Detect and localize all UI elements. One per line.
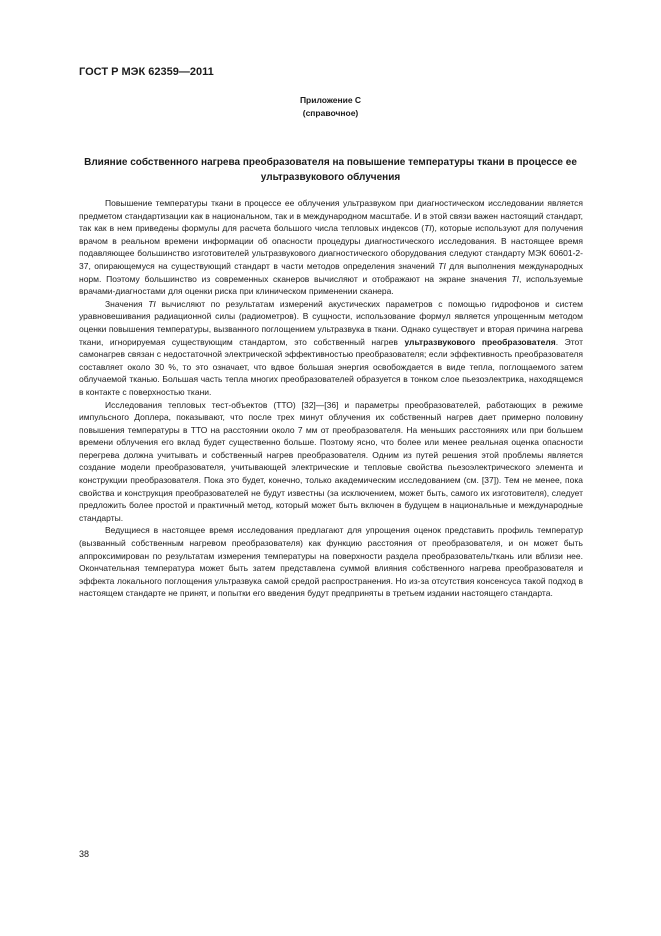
section-title: Влияние собственного нагрева преобразователя на повышение температуры ткани в процессе ее ультразвукового облучения: [84, 157, 577, 183]
text-run: Исследования тепловых тест-объектов (ТТО) [32]—[36] и параметры преобразователей, работающих в режиме импульсного Доплера, показывают, что после трех минут облучения их собственный нагрев дает примерно половину повышения температуры в ТТО на расстоянии около 7 мм от преобразователя. На меньших расстояниях или при большем времени облучения его вклад будет существенно больше. Поэтому ясно, что более или менее реальная оценка опасности перегрева должна учитывать и собственный нагрев преобразователя. Одним из путей решения этой проблемы является создание модели преобразователя, учитывающей электрические и тепловые свойства пьезоэлектрического элемента и конструкции преобразователя. Пока это будет, конечно, только академическим исследованием (см. [37]). Тем не менее, пока свойства и конструкция преобразователей не будут известны (за исключением, может быть, самого их изготовителя), следует предложить более простой и практичный метод, который может быть включен в будущем в национальные и международные стандарты.: [79, 399, 583, 523]
text-run-italic: TI: [148, 298, 156, 309]
text-run: Ведущиеся в настоящее время исследования предлагают для упрощения оценок представить профиль температур (вызванный собственным нагревом преобразователя) как функцию расстояния от преобразователя, и он может быть аппроксимирован по результатам измерения температуры на поверхности раздела преобразователь/ткань или вблизи нее. Окончательная температура может быть затем представлена суммой влияния собственного нагрева преобразователя и эффекта локального поглощения ультразвука самой средой распространения. Но из-за отсутствия консенсуса такой подход в настоящем стандарте не принят, и попытки его введения будут предприняты в третьем издании настоящего стандарта.: [79, 525, 583, 599]
text-run-italic: TI: [438, 260, 446, 271]
page-number: 38: [79, 849, 90, 859]
text-run-italic: TI: [424, 223, 432, 234]
annex-heading: [0, 94, 661, 120]
annex-type: (справочное): [302, 108, 359, 118]
text-run-bold: ультразвукового преобразователя: [404, 336, 556, 347]
text-run: для выполнения международных норм. Поэтому большинство из современных сканеров вычисляют и отображают на экране значения: [79, 260, 583, 284]
text-run: Повышение температуры ткани в процессе ее облучения ультразвуком при диагностическом исследовании является предметом стандартизации как в национальном, так и в международном масштабе. И в этой связи важен настоящий стандарт, так как в нем приведены формулы для расчета большого числа тепловых индексов (: [79, 198, 584, 234]
text-run: . Этот самонагрев связан с недостаточной электрической эффективностью преобразователя; если эффективность преобразователя составляет около 30 %, то это означает, что вдвое большая энергия освобождается в виде тепла, поглощаемого затем облучаемой тканью. Большая часть тепла многих преобразователей образуется в тонком слое пьезоэлектрика, находящемся в контакте с поверхностью ткани.: [79, 336, 583, 397]
paragraph: [79, 399, 583, 525]
text-run-italic: TI: [511, 273, 519, 284]
text-run: Значения: [105, 298, 149, 309]
text-run: , используемые врачами-диагностами для оценки риска при клиническом применении сканера.: [79, 273, 583, 297]
body-text: [79, 197, 583, 600]
document-header: ГОСТ Р МЭК 62359—2011: [79, 66, 214, 78]
paragraph: [79, 524, 583, 600]
text-run: ), которые используют для получения врачом в реальном времени информации об опасности процедуры диагностического исследования. В настоящее время подавляющее большинство изготовителей ультразвукового диагностического оборудования следуют стандарту МЭК 60601-2-37, опирающемуся на существующий стандарт в части методов определения значений: [79, 223, 583, 271]
paragraph: [79, 298, 583, 399]
paragraph: [79, 197, 583, 298]
text-run: вычисляют по результатам измерений акустических параметров с помощью гидрофонов и систем уравновешивания радиационной силы (радиометров). В сущности, использование формул является упрощенным методом оценки повышения температуры, вызванного поглощением ультразвука в ткани. Однако существует и вторая причина нагрева ткани, игнорируемая существующим стандартом, это собственный нагрев: [79, 298, 583, 347]
annex-label: Приложение С: [299, 95, 362, 105]
